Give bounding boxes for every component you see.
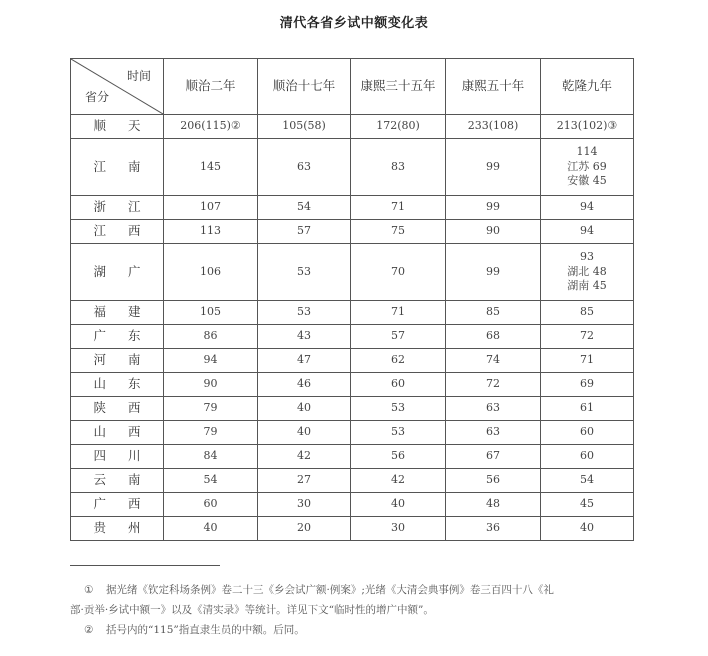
province-cell (71, 517, 164, 541)
value-cell: 71 (351, 196, 446, 220)
value-cell: 63 (446, 397, 541, 421)
value-subprovince: 湖北 48 (567, 264, 607, 278)
value-cell: 72 (446, 373, 541, 397)
value-cell: 68 (446, 325, 541, 349)
value-total: 114 (576, 144, 598, 158)
table-row (71, 301, 634, 325)
footnote-mark: ② (84, 624, 94, 636)
table-row (71, 493, 634, 517)
province-cell (71, 196, 164, 220)
province-char: 广 (128, 263, 141, 279)
province-cell (71, 349, 164, 373)
province-char: 江 (93, 158, 106, 174)
province-char: 西 (128, 496, 141, 512)
value-cell: 54 (164, 469, 258, 493)
value-cell: 43 (258, 325, 351, 349)
value-cell: 40 (351, 493, 446, 517)
value-cell: 61 (541, 397, 634, 421)
value-cell: 99 (446, 196, 541, 220)
value-cell: 107 (164, 196, 258, 220)
value-cell: 79 (164, 421, 258, 445)
province-char: 南 (128, 472, 141, 488)
value-cell: 40 (258, 421, 351, 445)
value-cell: 53 (351, 397, 446, 421)
province-char: 广 (93, 496, 106, 512)
value-cell: 42 (351, 469, 446, 493)
province-cell (71, 301, 164, 325)
table-row (71, 349, 634, 373)
value-cell: 84 (164, 445, 258, 469)
value-cell: 94 (541, 220, 634, 244)
value-subprovince: 湖南 45 (567, 279, 607, 293)
value-cell: 99 (446, 139, 541, 196)
value-cell: 67 (446, 445, 541, 469)
province-char: 西 (128, 223, 141, 239)
value-cell: 54 (258, 196, 351, 220)
province-char: 江 (93, 223, 106, 239)
value-cell: 20 (258, 517, 351, 541)
value-subprovince: 安徽 45 (567, 174, 607, 188)
table-row (71, 139, 634, 196)
province-cell (71, 139, 164, 196)
value-cell: 86 (164, 325, 258, 349)
value-cell: 90 (446, 220, 541, 244)
province-char: 河 (93, 352, 106, 368)
value-cell: 60 (541, 421, 634, 445)
footnote-2 (70, 620, 640, 640)
table-row (71, 244, 634, 301)
value-cell: 60 (164, 493, 258, 517)
value-cell: 105(58) (258, 115, 351, 139)
value-cell: 145 (164, 139, 258, 196)
province-char: 贵 (93, 520, 106, 536)
value-cell: 62 (351, 349, 446, 373)
value-cell: 47 (258, 349, 351, 373)
province-char: 福 (93, 304, 106, 320)
footnote-text-cont: 部·贡举·乡试中额一》以及《清实录》等统计。详见下文“临时性的增广中额”。 (70, 604, 434, 616)
value-cell (541, 139, 634, 196)
column-header: 顺治二年 (164, 59, 258, 115)
table-row (71, 325, 634, 349)
value-cell: 63 (258, 139, 351, 196)
value-cell: 56 (351, 445, 446, 469)
value-cell: 69 (541, 373, 634, 397)
footnote-text: 据光绪《钦定科场条例》卷二十三《乡会试广额·例案》;光绪《大清会典事例》卷三百四十八《礼 (106, 584, 554, 596)
value-cell: 48 (446, 493, 541, 517)
table-row (71, 220, 634, 244)
value-cell: 94 (164, 349, 258, 373)
column-header: 康熙五十年 (446, 59, 541, 115)
value-cell: 105 (164, 301, 258, 325)
value-cell: 75 (351, 220, 446, 244)
province-char: 山 (93, 424, 106, 440)
table-title: 清代各省乡试中额变化表 (279, 16, 429, 31)
province-cell (71, 397, 164, 421)
value-cell: 233(108) (446, 115, 541, 139)
province-cell (71, 115, 164, 139)
province-char: 川 (128, 448, 141, 464)
province-char: 南 (128, 158, 141, 174)
header-row (71, 59, 634, 115)
value-cell: 45 (541, 493, 634, 517)
value-cell: 172(80) (351, 115, 446, 139)
footnote-mark: ① (84, 584, 94, 596)
province-char: 东 (128, 328, 141, 344)
corner-cell (71, 59, 164, 115)
table-row (71, 445, 634, 469)
province-char: 西 (128, 400, 141, 416)
footnote-1 (70, 580, 640, 620)
value-cell: 99 (446, 244, 541, 301)
value-cell: 60 (541, 445, 634, 469)
province-char: 南 (128, 352, 141, 368)
province-cell (71, 445, 164, 469)
column-header: 康熙三十五年 (351, 59, 446, 115)
value-total: 93 (580, 249, 594, 263)
province-cell (71, 220, 164, 244)
value-cell (541, 244, 634, 301)
table-row (71, 196, 634, 220)
value-cell: 74 (446, 349, 541, 373)
value-cell: 30 (258, 493, 351, 517)
province-cell (71, 373, 164, 397)
province-char: 浙 (93, 199, 106, 215)
province-char: 四 (93, 448, 106, 464)
value-cell: 85 (446, 301, 541, 325)
value-cell: 54 (541, 469, 634, 493)
province-cell (71, 493, 164, 517)
value-cell: 72 (541, 325, 634, 349)
corner-province-label: 省分 (85, 89, 110, 104)
province-char: 州 (128, 520, 141, 536)
value-cell: 79 (164, 397, 258, 421)
value-cell: 36 (446, 517, 541, 541)
value-cell: 94 (541, 196, 634, 220)
value-cell: 42 (258, 445, 351, 469)
province-char: 江 (128, 199, 141, 215)
value-cell: 53 (258, 301, 351, 325)
value-cell: 90 (164, 373, 258, 397)
province-cell (71, 469, 164, 493)
column-header: 顺治十七年 (258, 59, 351, 115)
column-header: 乾隆九年 (541, 59, 634, 115)
value-cell: 53 (351, 421, 446, 445)
value-cell: 63 (446, 421, 541, 445)
province-char: 云 (93, 472, 106, 488)
quota-table (70, 58, 634, 541)
value-cell: 213(102)③ (541, 115, 634, 139)
value-cell: 40 (258, 397, 351, 421)
value-cell: 46 (258, 373, 351, 397)
province-cell (71, 421, 164, 445)
value-cell: 85 (541, 301, 634, 325)
province-char: 山 (93, 376, 106, 392)
value-cell: 83 (351, 139, 446, 196)
table-row (71, 517, 634, 541)
value-cell: 106 (164, 244, 258, 301)
value-cell: 71 (541, 349, 634, 373)
footnote-separator (70, 565, 220, 566)
table-row (71, 115, 634, 139)
table-row (71, 397, 634, 421)
value-subprovince: 江苏 69 (567, 159, 607, 173)
table-row (71, 469, 634, 493)
province-char: 天 (128, 118, 141, 134)
value-cell: 40 (164, 517, 258, 541)
value-cell: 71 (351, 301, 446, 325)
value-cell: 206(115)② (164, 115, 258, 139)
province-char: 顺 (93, 118, 106, 134)
footnote-text: 括号内的“115”指直隶生员的中额。后同。 (106, 624, 305, 636)
province-char: 陕 (93, 400, 106, 416)
value-cell: 30 (351, 517, 446, 541)
province-char: 西 (128, 424, 141, 440)
value-cell: 40 (541, 517, 634, 541)
corner-time-label: 时间 (126, 69, 151, 83)
value-cell: 70 (351, 244, 446, 301)
value-cell: 113 (164, 220, 258, 244)
value-cell: 57 (258, 220, 351, 244)
province-cell (71, 244, 164, 301)
value-cell: 56 (446, 469, 541, 493)
value-cell: 27 (258, 469, 351, 493)
value-cell: 53 (258, 244, 351, 301)
value-cell: 57 (351, 325, 446, 349)
province-char: 广 (93, 328, 106, 344)
province-char: 湖 (93, 263, 106, 279)
table-row (71, 373, 634, 397)
value-cell: 60 (351, 373, 446, 397)
province-char: 东 (128, 376, 141, 392)
province-cell (71, 325, 164, 349)
table-row (71, 421, 634, 445)
province-char: 建 (128, 304, 141, 320)
